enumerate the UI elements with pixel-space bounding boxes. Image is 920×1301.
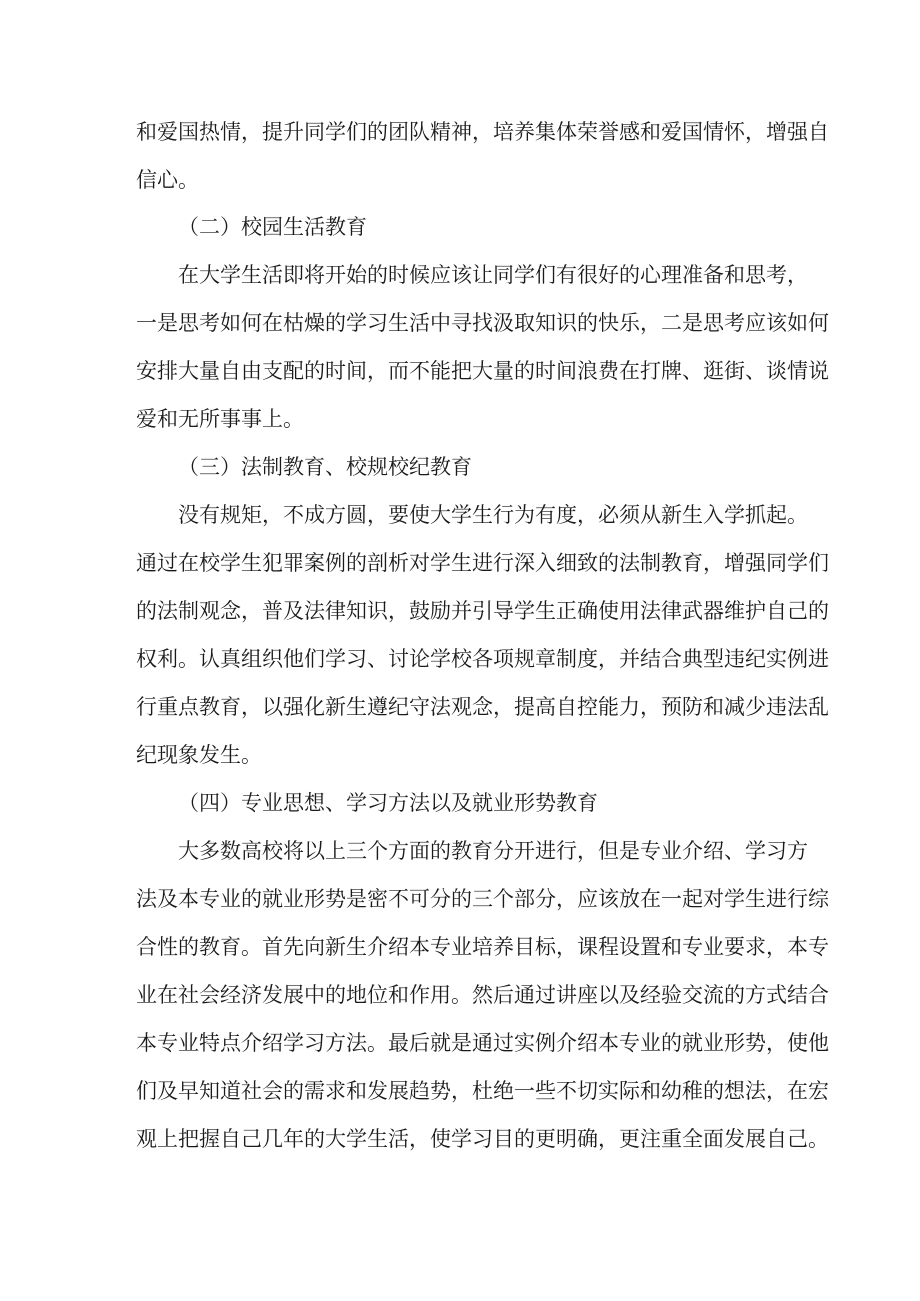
paragraph-2-line-1: 在大学生活即将开始的时候应该让同学们有很好的心理准备和思考， — [178, 263, 808, 287]
paragraph-3-line-5: 行重点教育，以强化新生遵纪守法观念，提高自控能力，预防和减少违法乱 — [136, 695, 829, 719]
section-heading-campus-life: （二）校园生活教育 — [178, 215, 367, 239]
paragraph-4-line-5: 本专业特点介绍学习方法。最后就是通过实例介绍本专业的就业形势，使他 — [136, 1031, 829, 1055]
paragraph-3-line-1: 没有规矩，不成方圆，要使大学生行为有度，必须从新生入学抓起。 — [178, 503, 808, 527]
section-heading-major-study-employment: （四）专业思想、学习方法以及就业形势教育 — [178, 791, 598, 815]
section-heading-legal-education: （三）法制教育、校规校纪教育 — [178, 455, 472, 479]
paragraph-4-line-1: 大多数高校将以上三个方面的教育分开进行，但是专业介绍、学习方 — [178, 839, 808, 863]
paragraph-3-line-4: 权利。认真组织他们学习、讨论学校各项规章制度，并结合典型违纪实例进 — [136, 647, 829, 671]
paragraph-3-line-2: 通过在校学生犯罪案例的剖析对学生进行深入细致的法制教育，增强同学们 — [136, 551, 829, 575]
paragraph-4-line-2: 法及本专业的就业形势是密不可分的三个部分，应该放在一起对学生进行综 — [136, 887, 829, 911]
paragraph-4-line-6: 们及早知道社会的需求和发展趋势，杜绝一些不切实际和幼稚的想法，在宏 — [136, 1079, 829, 1103]
paragraph-3-line-3: 的法制观念，普及法律知识，鼓励并引导学生正确使用法律武器维护自己的 — [136, 599, 829, 623]
paragraph-2-line-3: 安排大量自由支配的时间，而不能把大量的时间浪费在打牌、逛街、谈情说 — [136, 359, 829, 383]
paragraph-3-line-6: 纪现象发生。 — [136, 743, 262, 767]
paragraph-4-line-3: 合性的教育。首先向新生介绍本专业培养目标，课程设置和专业要求，本专 — [136, 935, 829, 959]
paragraph-2-line-4: 爱和无所事事上。 — [136, 407, 304, 431]
paragraph-1-line-2: 信心。 — [136, 168, 199, 192]
paragraph-1-line-1: 和爱国热情，提升同学们的团队精神，培养集体荣誉感和爱国情怀，增强自 — [136, 120, 829, 144]
paragraph-4-line-4: 业在社会经济发展中的地位和作用。然后通过讲座以及经验交流的方式结合 — [136, 983, 829, 1007]
paragraph-2-line-2: 一是思考如何在枯燥的学习生活中寻找汲取知识的快乐，二是思考应该如何 — [136, 311, 829, 335]
paragraph-4-line-7: 观上把握自己几年的大学生活，使学习目的更明确，更注重全面发展自己。 — [136, 1127, 829, 1151]
